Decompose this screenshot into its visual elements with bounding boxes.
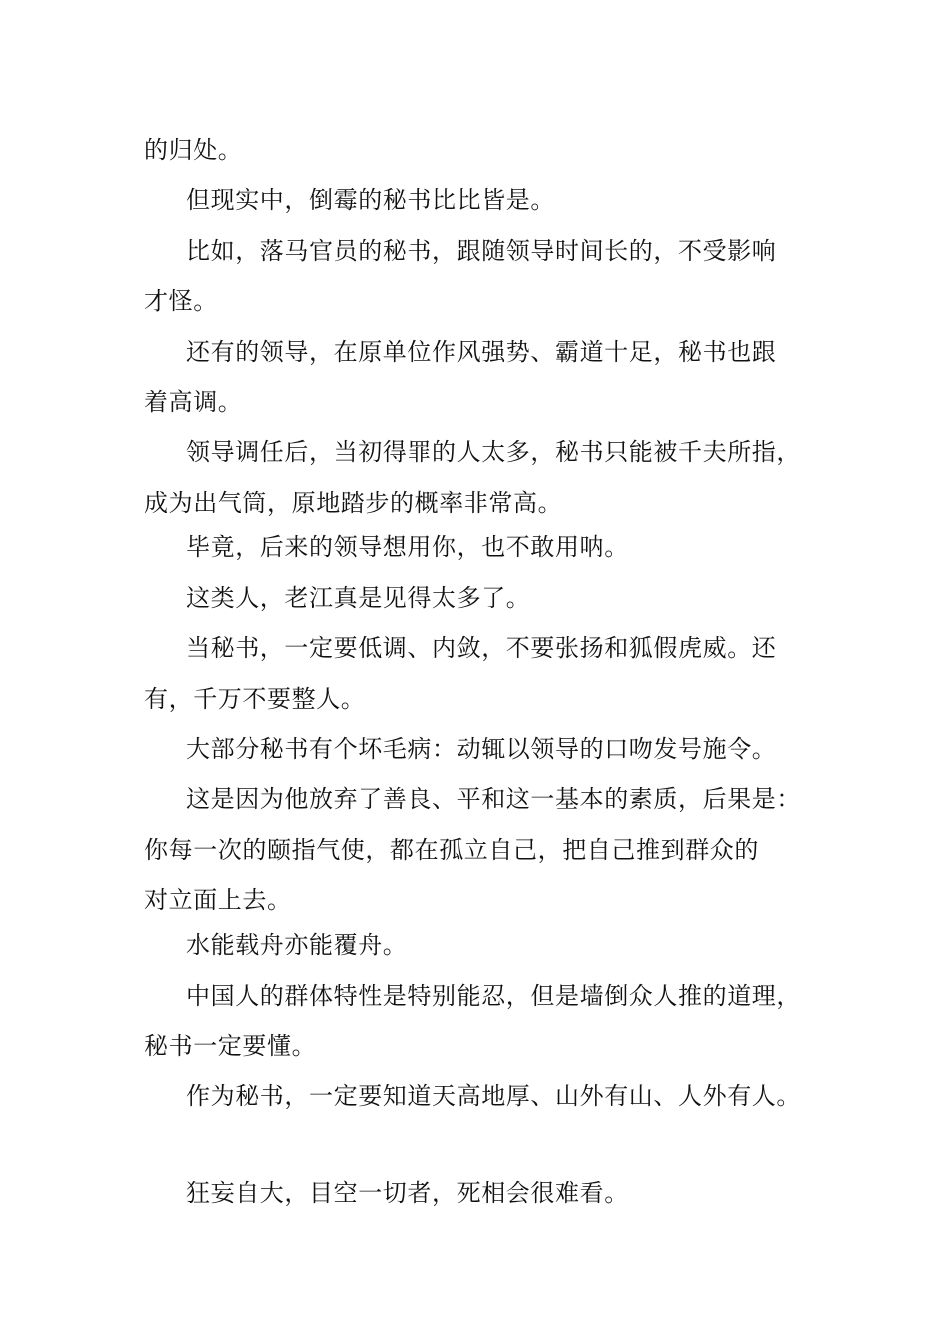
text-line: 的归处。: [144, 136, 243, 164]
text-line: 成为出气筒，原地踏步的概率非常高。: [144, 489, 563, 517]
paragraph-line: 当秘书，一定要低调、内敛，不要张扬和狐假虎威。还: [186, 634, 777, 662]
text-line: 你每一次的颐指气使，都在孤立自己，把自己推到群众的: [144, 836, 759, 864]
paragraph-line: 比如，落马官员的秘书，跟随领导时间长的，不受影响: [186, 237, 777, 265]
text-line: 对立面上去。: [144, 886, 292, 914]
paragraph-line: 但现实中，倒霉的秘书比比皆是。: [186, 186, 555, 214]
paragraph-line: 毕竟，后来的领导想用你，也不敢用呐。: [186, 533, 629, 561]
paragraph-line: 这是因为他放弃了善良、平和这一基本的素质，后果是：: [186, 785, 801, 813]
paragraph-line: 中国人的群体特性是特别能忍，但是墙倒众人推的道理，: [186, 982, 801, 1010]
paragraph-line: 大部分秘书有个坏毛病：动辄以领导的口吻发号施令。: [186, 735, 777, 763]
paragraph-line: 还有的领导，在原单位作风强势、霸道十足，秘书也跟: [186, 338, 777, 366]
text-line: 才怪。: [144, 287, 218, 315]
paragraph-line: 狂妄自大，目空一切者，死相会很难看。: [186, 1179, 629, 1207]
text-line: 着高调。: [144, 388, 243, 416]
text-line: 秘书一定要懂。: [144, 1032, 317, 1060]
paragraph-line: 水能载舟亦能覆舟。: [186, 931, 408, 959]
paragraph-line: 领导调任后，当初得罪的人太多，秘书只能被千夫所指，: [186, 438, 801, 466]
text-line: 有，千万不要整人。: [144, 685, 366, 713]
paragraph-line: 作为秘书，一定要知道天高地厚、山外有山、人外有人。: [186, 1082, 801, 1110]
paragraph-line: 这类人，老江真是见得太多了。: [186, 584, 531, 612]
